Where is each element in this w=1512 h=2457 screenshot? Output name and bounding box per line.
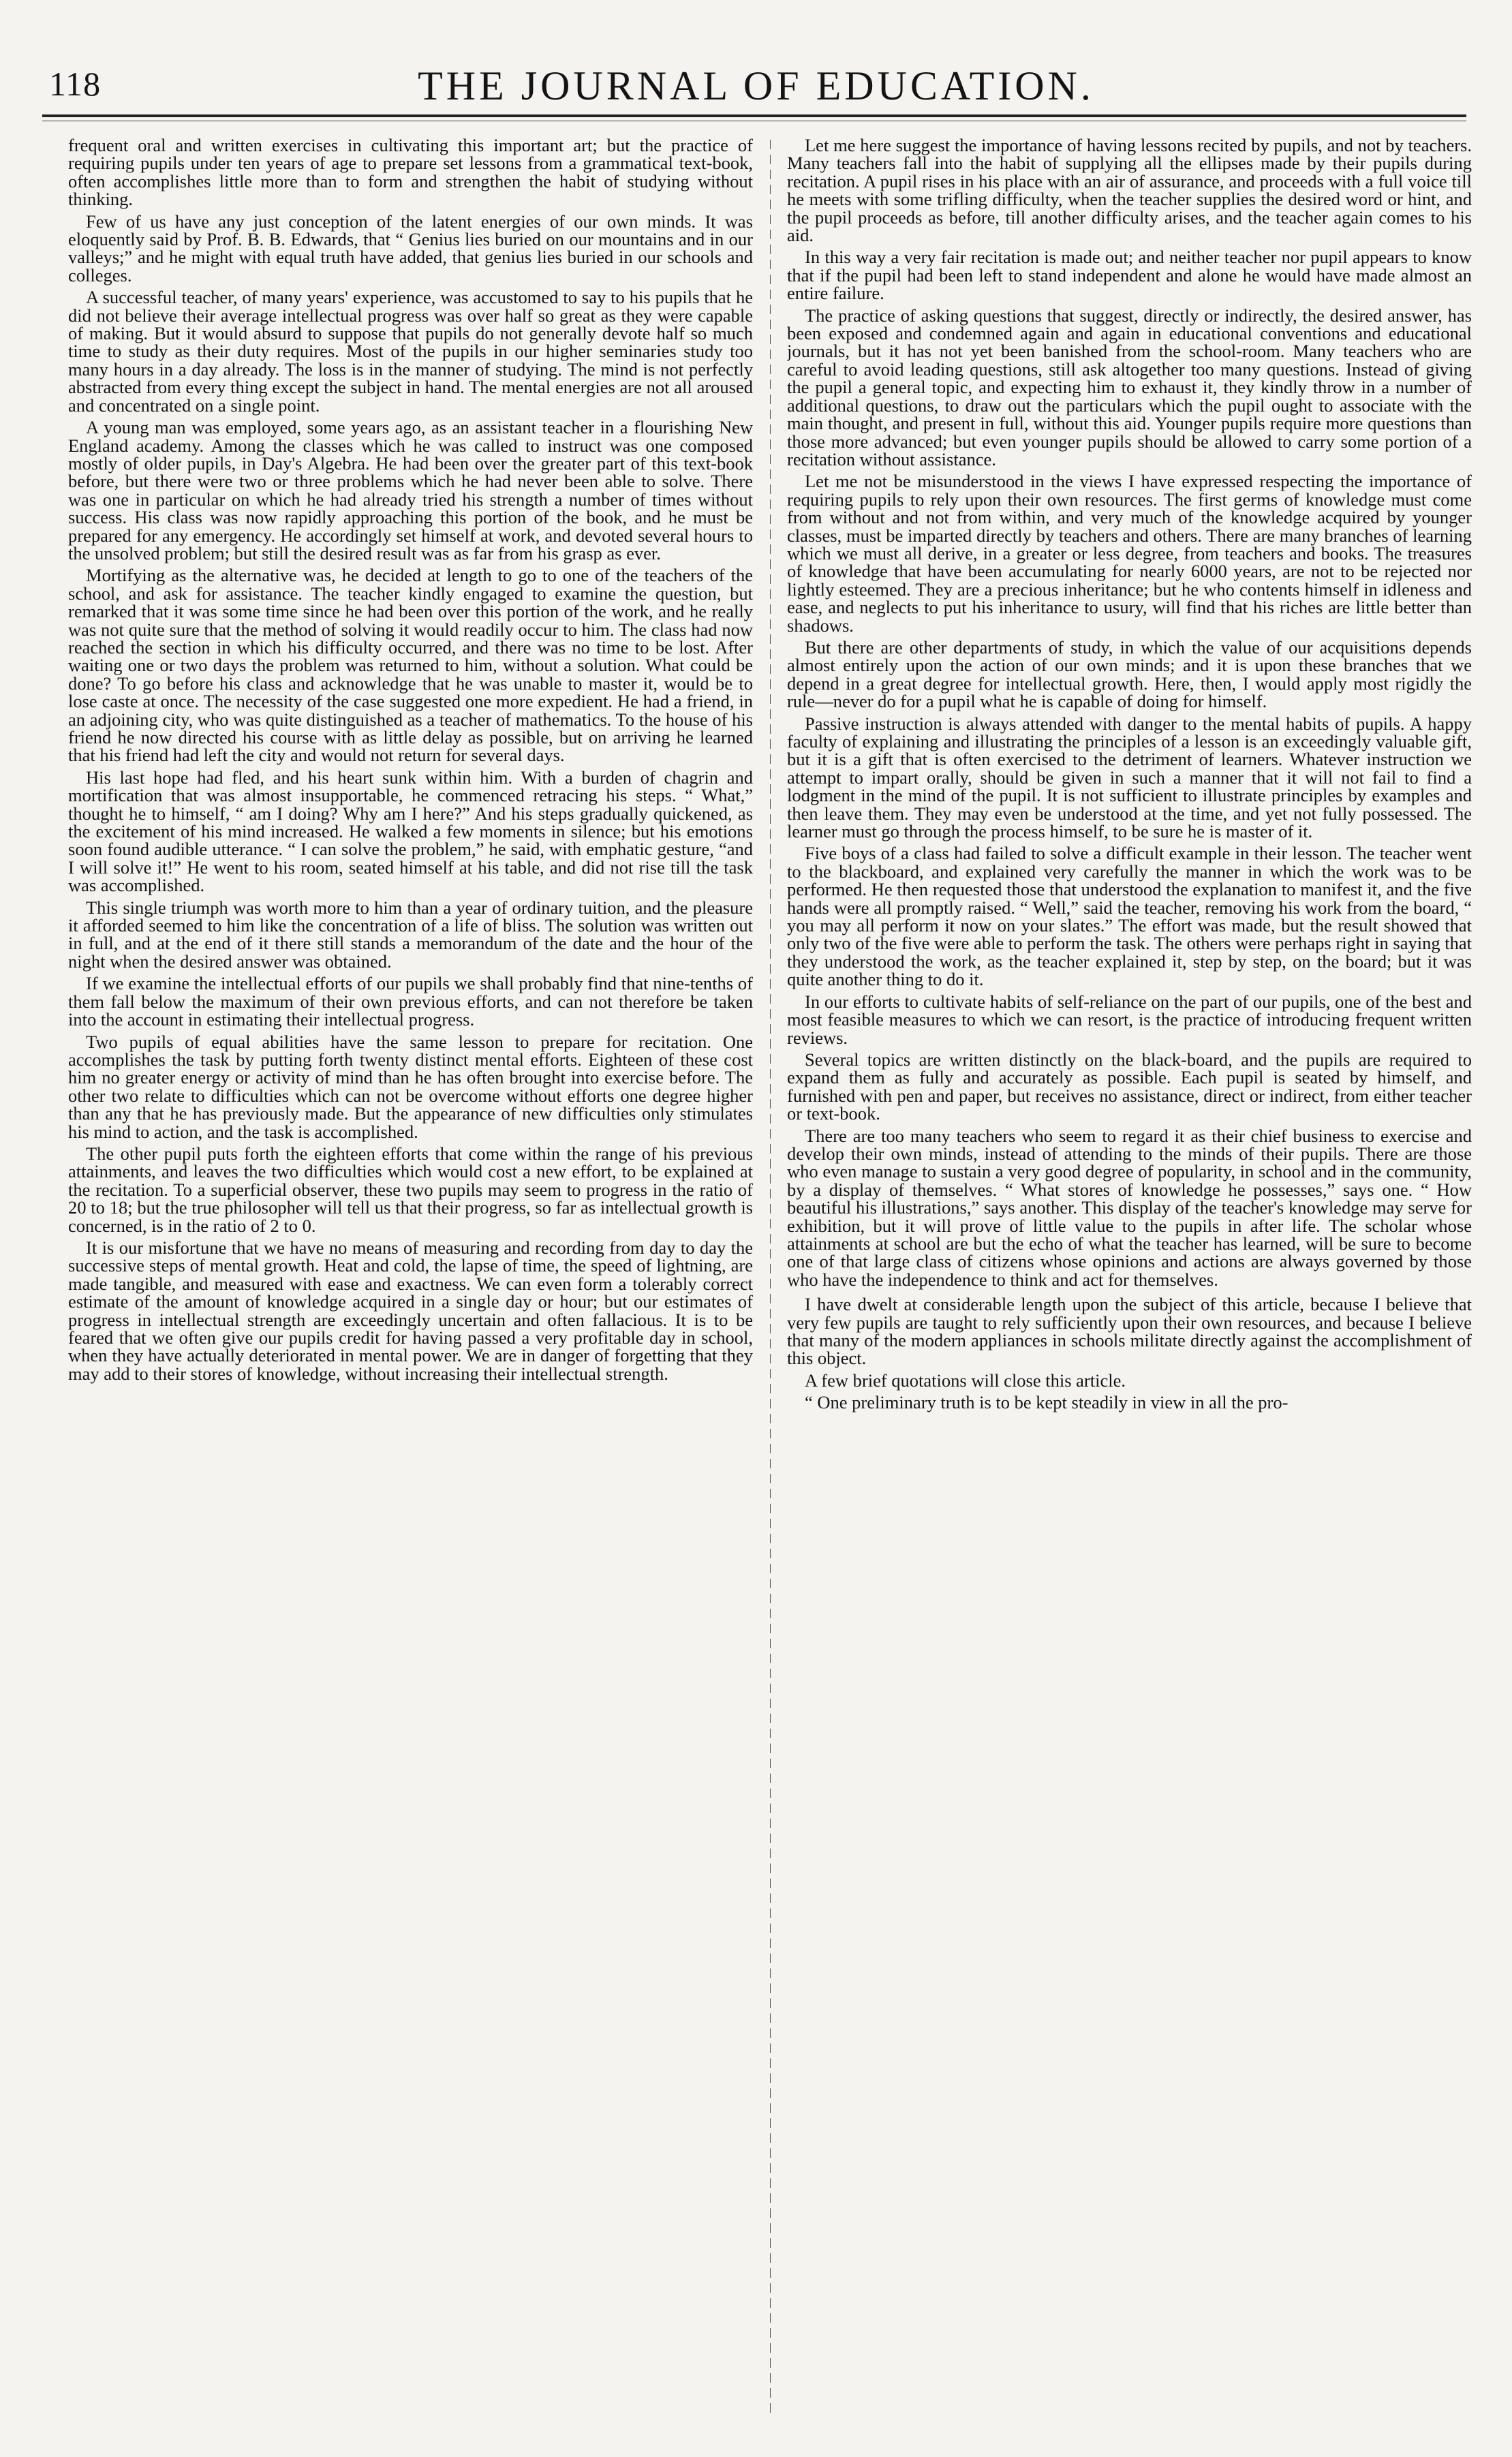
paragraph: I have dwelt at considerable length upon the subject of this article, because I believe that very few pupils are taught to rely sufficiently upon their own resources, and because I believe that many of the modern appliances in schools militate directly against the accomplishment of this object. bbox=[787, 1294, 1472, 1369]
paragraph: Few of us have any just conception of the latent energies of our own minds. It was eloquently said by Prof. B. B. Edwards, that “ Genius lies buried on our mountains and in our valleys;” and he might with equal truth have added, that genius lies buried in our schools and colleges. bbox=[68, 211, 753, 285]
paragraph: In our efforts to cultivate habits of self-reliance on the part of our pupils, one of the best and most feasible measures to which we can resort, is the practice of introducing frequent written reviews. bbox=[787, 991, 1472, 1048]
page-number: 118 bbox=[49, 65, 102, 103]
paragraph: “ One preliminary truth is to be kept steadily in view in all the pro- bbox=[805, 1392, 1289, 1413]
right-column bbox=[787, 136, 1472, 2439]
header-rule bbox=[42, 114, 1466, 117]
paragraph: Let me not be misunderstood in the views I have expressed respecting the importance of requiring pupils to rely upon their own resources. The first germs of knowledge must come from without and not from within, and very much of the knowledge acquired by younger classes, must be imparted directly by teachers and others. There are many branches of learning which we must all derive, in a greater or less degree, from teachers and books. The treasures of knowledge that have been accumulating for nearly 6000 years, are not to be rejected nor lightly esteemed. They are a precious inheritance; but he who contents himself in idleness and ease, and neglects to put his inheritance to usury, will find that his riches are little better than shadows. bbox=[787, 471, 1472, 636]
paragraph: His last hope had fled, and his heart sunk within him. With a burden of chagrin and mortification that was almost insupportable, he commenced retracing his steps. “ What,” thought he to himself, “ am I doing? Why am I here?” And his steps gradually quickened, as the excitement of his mind increased. He walked a few moments in silence; but his emotions soon found audible utterance. “ I can solve the problem,” he said, with emphatic gesture, “and I will solve it!” He went to his room, seated himself at his table, and did not rise till the task was accomplished. bbox=[68, 767, 753, 896]
column-divider bbox=[770, 140, 771, 2415]
paragraph: A few brief quotations will close this article. bbox=[805, 1370, 1126, 1391]
left-column bbox=[68, 136, 753, 2439]
paragraph: A successful teacher, of many years' experience, was accustomed to say to his pupils that he did not believe their average intellectual progress was over half so great as they were capable of making. But it would absurd to suppose that pupils do not generally devote half so much time to study as their duty requires. Most of the pupils in our higher seminaries study too many hours in a day already. The loss is in the manner of studying. The mind is not perfectly abstracted from every thing except the subject in hand. The mental energies are not all aroused and concentrated on a single point. bbox=[68, 287, 753, 416]
paragraph: The other pupil puts forth the eighteen efforts that come within the range of his previous attainments, and leaves the two difficulties which would cost a new effort, to be explained at the recitation. To a superficial observer, these two pupils may seem to progress in the ratio of 20 to 18; but the true philosopher will tell us that their progress, so far as intellectual growth is concerned, is in the ratio of 2 to 0. bbox=[68, 1143, 753, 1236]
page-header bbox=[42, 60, 1470, 108]
paragraph: Let me here suggest the importance of having lessons recited by pupils, and not by teachers. Many teachers fall into the habit of supplying all the ellipses made by their pupils during recitation. A pupil rises in his place with an air of assurance, and proceeds with a full voice till he meets with some trifling difficulty, when the teacher supplies the desired word or hint, and the pupil proceeds as before, till another difficulty arises, and the teacher again comes to his aid. bbox=[787, 136, 1472, 246]
running-head-title: THE JOURNAL OF EDUCATION. bbox=[418, 63, 1094, 108]
paragraph: In this way a very fair recitation is made out; and neither teacher nor pupil appears to know that if the pupil had been left to stand independent and alone he would have made almost an entire failure. bbox=[787, 247, 1472, 304]
paragraph: There are too many teachers who seem to regard it as their chief business to exercise and develop their own minds, instead of attending to the minds of their pupils. There are those who even manage to sustain a very good degree of popularity, in school and in the community, by a display of themselves. “ What stores of knowledge he possesses,” says one. “ How beautiful his illustrations,” says another. This display of the teacher's knowledge may serve for exhibition, but it will prove of little value to the pupils in after life. The scholar whose attainments at school are but the echo of what the teacher has learned, will be sure to become one of that large class of citizens whose opinions and actions are always governed by those who have the independence to think and act for themselves. bbox=[787, 1125, 1472, 1290]
paragraph: But there are other departments of study, in which the value of our acquisitions depends almost entirely upon the action of our own minds; and it is upon these branches that we depend in a great degree for intellectual growth. Here, then, I would apply most rigidly the rule—never do for a pupil what he is capable of doing for himself. bbox=[787, 636, 1472, 712]
paragraph: Passive instruction is always attended with danger to the mental habits of pupils. A happy faculty of explaining and illustrating the principles of a lesson is an exceedingly valuable gift, but it is a gift that is often exercised to the detriment of learners. Whatever instruction we attempt to impart orally, should be given in such a manner that it will not fail to find a lodgment in the mind of the pupil. It is not sufficient to illustrate principles by examples and then leave them. They may even be understood at the time, and yet not fully possessed. The learner must go through the process himself, to be sure he is master of it. bbox=[787, 713, 1472, 842]
paragraph: Mortifying as the alternative was, he decided at length to go to one of the teachers of the school, and ask for assistance. The teacher kindly engaged to examine the question, but remarked that it was some time since he had been over this portion of the work, and he really was not quite sure that the method of solving it would readily occur to him. The class had now reached the section in which his difficulty occurred, and there was no time to be lost. After waiting one or two days the problem was returned to him, without a solution. What could be done? To go before his class and acknowledge that he was unable to master it, would be to lose caste at once. The necessity of the case suggested one more expedient. He had a friend, in an adjoining city, who was quite distinguished as a teacher of mathematics. To the house of his friend he now directed his course with as little delay as possible, but on arriving he learned that his friend had left the city and would not return for several days. bbox=[68, 565, 753, 766]
paragraph: A young man was employed, some years ago, as an assistant teacher in a flourishing New England academy. Among the classes which he was called to instruct was one composed mostly of older pupils, in Day's Algebra. He had been over the greater part of this text-book before, but there were two or three problems which he had never been able to solve. There was one in particular on which he had already tried his strength a number of times without success. His class was now rapidly approaching this portion of the book, and he must be prepared for any emergency. He accordingly set himself at work, and devoted several hours to the unsolved problem; but still the desired result was as far from his grasp as ever. bbox=[68, 417, 753, 563]
paragraph: frequent oral and written exercises in cultivating this important art; but the practice of requiring pupils under ten years of age to prepare set lessons from a grammatical text-book, often accomplishes little more than to form and strengthen the habit of studying without thinking. bbox=[68, 136, 753, 210]
paragraph: Several topics are written distinctly on the black-board, and the pupils are required to expand them as fully and accurately as possible. Each pupil is seated by himself, and furnished with pen and paper, but receives no assistance, direct or indirect, from either teacher or text-book. bbox=[787, 1049, 1472, 1124]
paragraph: The practice of asking questions that suggest, directly or indirectly, the desired answer, has been exposed and condemned again and again in educational conventions and educational journals, but it has not yet been banished from the school-room. Many teachers who are careful to avoid leading questions, still ask altogether too many questions. Instead of giving the pupil a general topic, and expecting him to exhaust it, they kindly throw in a number of additional questions, to draw out the particulars which the pupil ought to associate with the main thought, and present in full, without this aid. Younger pupils require more questions than those more advanced; but even younger pupils should be allowed to carry some portion of a recitation without assistance. bbox=[787, 305, 1472, 469]
paragraph: Two pupils of equal abilities have the same lesson to prepare for recitation. One accomplishes the task by putting forth twenty distinct mental efforts. Eighteen of these cost him no greater energy or activity of mind than he has often brought into exercise before. The other two relate to difficulties which can not be overcome without efforts one degree higher than any that he has previously made. But the appearance of new difficulties only stimulates his mind to action, and the task is accomplished. bbox=[68, 1031, 753, 1142]
paragraph: Five boys of a class had failed to solve a difficult example in their lesson. The teacher went to the blackboard, and explained very carefully the manner in which the work was to be performed. He then requested those that understood the explanation to manifest it, and the five hands were all promptly raised. “ Well,” said the teacher, removing his work from the board, “ you may all perform it now on your slates.” The effort was made, but the result showed that only two of the five were able to perform the task. The others were perhaps right in saying that they understood the work, as the teacher explained it, step by step, on the board; but it was quite another thing to do it. bbox=[787, 843, 1472, 990]
paragraph: If we examine the intellectual efforts of our pupils we shall probably find that nine-tenths of them fall below the maximum of their own previous efforts, and can not therefore be taken into the account in estimating their intellectual progress. bbox=[68, 973, 753, 1030]
paragraph: This single triumph was worth more to him than a year of ordinary tuition, and the pleasure it afforded seemed to him like the concentration of a life of bliss. The solution was written out in full, and at the end of it there still stands a memorandum of the date and the hour of the night when the desired answer was obtained. bbox=[68, 897, 753, 972]
paragraph: It is our misfortune that we have no means of measuring and recording from day to day the successive steps of mental growth. Heat and cold, the lapse of time, the speed of lightning, are made tangible, and measured with ease and exactness. We can even form a tolerably correct estimate of the amount of knowledge acquired in a single day or hour; but our estimates of progress in intellectual strength are exceedingly uncertain and often fallacious. It is to be feared that we often give our pupils credit for having passed a very profitable day in school, when they have actually deteriorated in mental power. We are in danger of forgetting that they may add to their stores of knowledge, without increasing their intellectual strength. bbox=[68, 1237, 753, 1384]
